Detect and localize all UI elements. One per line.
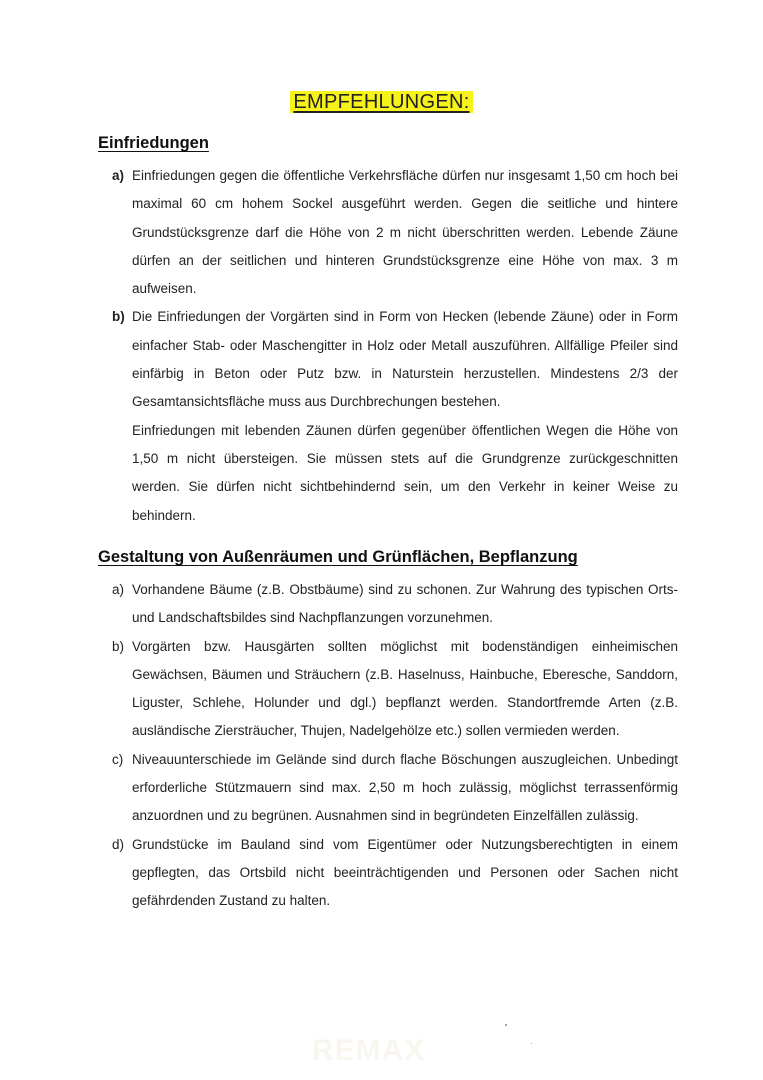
list-item xyxy=(112,162,678,303)
section-heading-gestaltung: Gestaltung von Außenräumen und Grünflächen, Bepflanzung xyxy=(98,548,578,566)
list-marker: c) xyxy=(112,751,124,767)
list-marker: d) xyxy=(112,836,125,852)
scan-speck xyxy=(505,1024,507,1026)
list-item-text: Vorhandene Bäume (z.B. Obstbäume) sind zu schonen. Zur Wahrung des typischen Orts- und Landschaftsbildes sind Nachpflanzungen vorzunehmen. xyxy=(132,582,678,626)
list-marker: a) xyxy=(112,168,125,183)
list-marker: b) xyxy=(112,638,125,654)
remax-watermark: REMAX xyxy=(312,1034,426,1067)
list-item xyxy=(112,831,678,916)
page-title xyxy=(0,91,763,114)
page-title-text: EMPFEHLUNGEN: xyxy=(290,91,472,113)
list-marker: a) xyxy=(112,582,125,597)
list-marker: b) xyxy=(112,309,125,325)
list-item-text: Vorgärten bzw. Hausgärten sollten möglichst mit bodenständigen einheimischen Gewächsen, Bäumen und Sträuchern (z.B. Haselnuss, Hainbuche, Eberesche, Sanddorn, Liguster, Schlehe, Holunder und dgl.) bepflanzt werden. Standortfremde Arten (z.B. ausländische Ziersträucher, Thujen, Nadelgehölze etc.) sollen vermieden werden. xyxy=(132,638,678,739)
scan-speck xyxy=(531,1043,532,1044)
list-item xyxy=(112,303,678,529)
list-item xyxy=(112,633,678,746)
list-item-text: Die Einfriedungen der Vorgärten sind in Form von Hecken (lebende Zäune) oder in Form einfacher Stab- oder Maschengitter in Holz oder Metall auszuführen. Allfällige Pfeiler sind einfärbig in Beton oder Putz bzw. in Naturstein herzustellen. Mindestens 2/3 der Gesamtansichtsfläche muss aus Durchbrechungen bestehen. xyxy=(132,309,678,410)
gestaltung-list xyxy=(112,576,678,916)
einfriedungen-list xyxy=(112,162,678,530)
list-item-text: Grundstücke im Bauland sind vom Eigentümer oder Nutzungsberechtigten in einem gepflegten, das Ortsbild nicht beeinträchtigenden und Personen oder Sachen nicht gefährdenden Zustand zu halten. xyxy=(132,836,678,909)
list-item-extra-paragraph: Einfriedungen mit lebenden Zäunen dürfen gegenüber öffentlichen Wegen die Höhe von 1,50 m nicht übersteigen. Sie müssen stets auf die Grundgrenze zurückgeschnitten werden. Sie dürfen nicht sichtbehindernd sein, um den Verkehr in keiner Weise zu behindern. xyxy=(132,422,678,523)
list-item-text: Niveauunterschiede im Gelände sind durch flache Böschungen auszugleichen. Unbedingt erforderliche Stützmauern sind max. 2,50 m hoch zulässig, möglichst terrassenförmig anzuordnen und zu begrünen. Ausnahmen sind in begründeten Einzelfällen zulässig. xyxy=(132,751,678,824)
list-item xyxy=(112,746,678,831)
list-item xyxy=(112,576,678,633)
section-heading-einfriedungen: Einfriedungen xyxy=(98,134,209,152)
list-item-text: Einfriedungen gegen die öffentliche Verkehrsfläche dürfen nur insgesamt 1,50 cm hoch bei maximal 60 cm hohem Sockel ausgeführt werden. Gegen die seitliche und hintere Grundstücksgrenze darf die Höhe von 2 m nicht überschritten werden. Lebende Zäune dürfen an der seitlichen und hinteren Grundstücksgrenze eine Höhe von max. 3 m aufweisen. xyxy=(132,168,678,297)
